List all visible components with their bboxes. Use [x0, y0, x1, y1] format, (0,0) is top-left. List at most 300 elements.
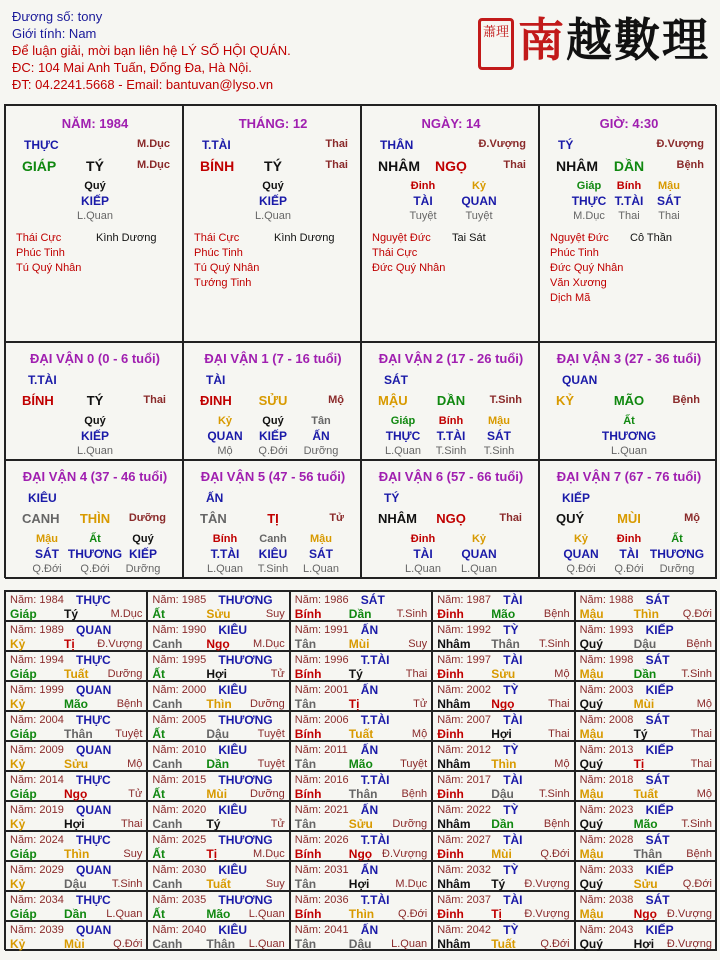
- luck-branch: DẦN: [436, 393, 466, 408]
- year-branch: Hợi: [491, 727, 512, 741]
- year-cell: [575, 651, 717, 681]
- year-branch: Dậu: [491, 787, 514, 801]
- year-stage: Mộ: [127, 758, 143, 770]
- year-stem: Giáp: [10, 607, 37, 621]
- star-name: Đức Quý Nhân: [372, 262, 446, 274]
- year-stage: T.Sinh: [681, 818, 712, 830]
- year-stage: Thai: [690, 728, 712, 740]
- year-ten-god: T.TÀI: [360, 833, 390, 847]
- hidden-ten-god: SÁT: [657, 194, 681, 208]
- luck-hidden-stem: Tân: [311, 415, 331, 427]
- year-label: Năm: 2011: [294, 744, 348, 756]
- pillar-cell: [5, 105, 183, 342]
- year-label: Năm: 1989: [10, 624, 64, 636]
- luck-title: ĐẠI VẬN 1 (7 - 16 tuổi): [204, 351, 342, 366]
- year-branch: Mão: [348, 757, 373, 771]
- year-branch: Tuất: [64, 667, 89, 681]
- star-name: Đức Quý Nhân: [550, 262, 624, 274]
- luck-ten-god: ẤN: [206, 491, 224, 505]
- year-ten-god: TÀI: [503, 773, 523, 787]
- year-cell: [432, 891, 574, 921]
- year-stage: Bệnh: [116, 698, 143, 710]
- star-name: Thái Cực: [372, 247, 418, 259]
- year-stem: Bính: [294, 667, 322, 681]
- year-cell: [147, 591, 289, 621]
- year-stem: Tân: [294, 637, 317, 651]
- star-name: Tướng Tinh: [194, 277, 252, 289]
- year-ten-god: ẤN: [360, 743, 379, 757]
- year-stem: Bính: [294, 607, 322, 621]
- luck-hidden-stem: Kỷ: [217, 415, 233, 427]
- year-label: Năm: 2030: [152, 864, 207, 876]
- star-name: Tú Quý Nhân: [194, 262, 260, 274]
- year-label: Năm: 2041: [294, 924, 349, 936]
- year-label: Năm: 1988: [579, 594, 634, 606]
- year-ten-god: THỰC: [76, 833, 111, 847]
- luck-hidden-stem: Bính: [438, 415, 464, 427]
- year-branch: Thân: [491, 637, 520, 651]
- year-stem: Ất: [152, 847, 166, 861]
- hidden-ten-god: KIẾP: [80, 194, 110, 208]
- luck-state: Mộ: [328, 394, 344, 406]
- year-stem: Nhâm: [437, 757, 471, 771]
- luck-cell: [539, 460, 717, 579]
- star-name: Thái Cực: [194, 232, 240, 244]
- year-ten-god: KIÊU: [218, 923, 248, 937]
- year-cell: [432, 741, 574, 771]
- star-name: Phúc Tinh: [194, 247, 243, 259]
- year-ten-god: QUAN: [76, 743, 112, 757]
- year-cell: [432, 921, 574, 951]
- year-cell: [5, 891, 147, 921]
- year-branch: Tuất: [206, 877, 231, 891]
- year-ten-god: SÁT: [645, 773, 670, 787]
- luck-cell: [361, 460, 539, 579]
- hidden-stem: Bính: [616, 180, 642, 192]
- year-stage: M.Dục: [395, 878, 428, 890]
- year-stem: Tân: [294, 697, 317, 711]
- star-name: Nguyệt Đức: [372, 232, 431, 244]
- hidden-stage: Tuyệt: [409, 210, 437, 222]
- luck-stem: QUÝ: [556, 511, 585, 526]
- star-name: Nguyệt Đức: [550, 232, 609, 244]
- year-label: Năm: 2007: [437, 714, 491, 726]
- year-stage: L.Quan: [391, 938, 428, 950]
- luck-state: T.Sinh: [489, 394, 522, 406]
- year-stage: Q.Đới: [113, 938, 143, 950]
- hidden-stage: L.Quan: [254, 210, 292, 222]
- star-name-right: Tai Sát: [452, 232, 486, 244]
- year-stage: Dưỡng: [250, 698, 285, 710]
- year-label: Năm: 2005: [152, 714, 207, 726]
- luck-hidden-stage: T.Sinh: [257, 563, 289, 575]
- year-branch: Thân: [206, 937, 236, 951]
- year-label: Năm: 2003: [579, 684, 634, 696]
- year-cell: [5, 681, 147, 711]
- luck-branch: SỬU: [258, 393, 288, 408]
- year-ten-god: THƯƠNG: [218, 893, 273, 907]
- year-ten-god: KIÊU: [218, 863, 248, 877]
- year-stem: Đinh: [437, 727, 464, 741]
- year-label: Năm: 2002: [437, 684, 491, 696]
- luck-branch: MÃO: [613, 393, 645, 408]
- year-cell: [147, 861, 289, 891]
- year-ten-god: SÁT: [645, 713, 670, 727]
- year-ten-god: TÀI: [503, 713, 523, 727]
- year-label: Năm: 2022: [437, 804, 491, 816]
- year-stem: Đinh: [437, 787, 464, 801]
- year-branch: Tý: [491, 877, 506, 891]
- year-ten-god: SÁT: [645, 893, 670, 907]
- year-stem: Bính: [294, 847, 322, 861]
- year-stage: Bệnh: [686, 638, 712, 650]
- luck-cell: [361, 342, 539, 460]
- luck-cell: [183, 342, 361, 460]
- year-label: Năm: 2015: [152, 774, 207, 786]
- year-cell: [575, 681, 717, 711]
- year-branch: Mùi: [633, 697, 655, 711]
- year-label: Năm: 1993: [579, 624, 634, 636]
- hidden-stem: Mậu: [658, 180, 680, 192]
- hidden-stem: Kỷ: [471, 180, 487, 192]
- luck-hidden-stem: Kỷ: [471, 533, 487, 545]
- year-branch: Thìn: [64, 847, 90, 861]
- luck-hidden-stage: L.Quan: [610, 445, 648, 457]
- luck-hidden-stage: Dưỡng: [659, 563, 695, 575]
- year-ten-god: QUAN: [76, 923, 112, 937]
- year-stage: Đ.Vượng: [666, 908, 712, 920]
- pillar-branch: DẦN: [613, 158, 645, 174]
- luck-hidden-ten-god: KIẾP: [258, 429, 288, 443]
- pillar-state: Bệnh: [676, 159, 704, 171]
- year-cell: [290, 891, 432, 921]
- year-cell: [147, 771, 289, 801]
- pillar-top-state: Đ.Vượng: [656, 138, 704, 150]
- hidden-ten-god: TÀI: [413, 194, 433, 208]
- year-stem: Quý: [579, 637, 603, 651]
- year-label: Năm: 2023: [579, 804, 634, 816]
- luck-branch: THÌN: [79, 511, 111, 526]
- year-branch: Thìn: [491, 757, 517, 771]
- luck-ten-god: KIẾP: [562, 491, 591, 505]
- luck-hidden-stage: L.Quan: [206, 563, 244, 575]
- luck-stem: ĐINH: [200, 393, 232, 408]
- luck-title: ĐẠI VẬN 4 (37 - 46 tuổi): [22, 469, 168, 484]
- year-stage: Q.Đới: [397, 908, 428, 920]
- pillar-top-state: Đ.Vượng: [478, 138, 526, 150]
- luck-hidden-stem: Ất: [89, 533, 101, 545]
- brand-logo: [478, 8, 710, 78]
- luck-hidden-stage: Q.Đới: [32, 563, 62, 575]
- year-cell: [147, 801, 289, 831]
- year-ten-god: THỰC: [76, 893, 111, 907]
- pillar-title: GIỜ: 4:30: [599, 116, 659, 131]
- year-stage: T.Sinh: [681, 668, 712, 680]
- owner-name: Đương số: tony: [12, 9, 103, 24]
- luck-cell: [5, 460, 183, 579]
- year-branch: Ngọ: [491, 697, 515, 711]
- contact-intro: Để luận giải, mời bạn liên hệ LÝ SỐ HỘI QUÁN.: [12, 43, 291, 58]
- year-stage: Suy: [408, 638, 428, 650]
- pillar-title: NGÀY: 14: [421, 116, 481, 131]
- brand-first-char: 南: [518, 13, 566, 67]
- year-stem: Tân: [294, 757, 317, 771]
- luck-cell: [539, 342, 717, 460]
- year-stem: Quý: [579, 877, 603, 891]
- year-branch: Tuất: [633, 787, 659, 801]
- year-label: Năm: 1990: [152, 624, 207, 636]
- year-ten-god: SÁT: [645, 653, 670, 667]
- year-stem: Canh: [152, 937, 183, 951]
- year-cell: [575, 921, 717, 951]
- year-stem: Kỷ: [10, 697, 26, 711]
- year-cell: [290, 771, 432, 801]
- luck-branch: MÙI: [617, 511, 641, 526]
- luck-stem: CANH: [22, 511, 60, 526]
- luck-hidden-ten-god: SÁT: [487, 429, 511, 443]
- year-stage: Dưỡng: [392, 818, 428, 830]
- luck-hidden-stage: L.Quan: [460, 563, 498, 575]
- year-ten-god: THỰC: [76, 593, 111, 607]
- year-branch: Tị: [64, 637, 75, 651]
- year-branch: Dần: [206, 757, 230, 771]
- year-branch: Thìn: [206, 697, 232, 711]
- year-stem: Canh: [152, 637, 183, 651]
- year-branch: Ngọ: [348, 847, 373, 861]
- year-stage: Thai: [548, 698, 570, 710]
- year-label: Năm: 2009: [10, 744, 64, 756]
- year-cell: [575, 801, 717, 831]
- year-stage: Bệnh: [543, 818, 570, 830]
- year-ten-god: THƯƠNG: [218, 773, 273, 787]
- luck-hidden-stem: Mậu: [310, 533, 332, 545]
- year-stem: Đinh: [437, 907, 464, 921]
- year-cell: [290, 861, 432, 891]
- year-stage: Q.Đới: [682, 878, 712, 890]
- year-label: Năm: 2037: [437, 894, 491, 906]
- year-ten-god: TÀI: [503, 893, 523, 907]
- year-branch: Thân: [633, 847, 663, 861]
- luck-state: Thai: [499, 512, 522, 524]
- luck-hidden-stage: Q.Đới: [258, 445, 288, 457]
- luck-hidden-ten-god: QUAN: [563, 547, 599, 561]
- year-branch: Sửu: [64, 757, 89, 771]
- luck-hidden-stage: Q.Đới: [80, 563, 110, 575]
- year-stem: Mậu: [579, 727, 604, 741]
- year-ten-god: KIẾP: [645, 863, 674, 877]
- year-stem: Tân: [294, 877, 317, 891]
- owner-info: [12, 8, 291, 93]
- year-stem: Ất: [152, 907, 166, 921]
- year-branch: Ngọ: [206, 637, 230, 651]
- luck-title: ĐẠI VẬN 3 (27 - 36 tuổi): [556, 351, 702, 366]
- year-branch: Hợi: [348, 877, 370, 891]
- year-stage: Mộ: [696, 788, 712, 800]
- year-ten-god: SÁT: [645, 593, 670, 607]
- year-label: Năm: 2004: [10, 714, 64, 726]
- year-stem: Đinh: [437, 847, 464, 861]
- year-stem: Kỷ: [10, 937, 26, 951]
- luck-title: ĐẠI VẬN 7 (67 - 76 tuổi): [556, 469, 702, 484]
- year-stem: Ất: [152, 787, 166, 801]
- year-branch: Dần: [491, 817, 514, 831]
- year-stem: Giáp: [10, 787, 37, 801]
- year-stem: Nhâm: [437, 697, 471, 711]
- pillar-branch: NGỌ: [435, 158, 467, 174]
- luck-branch: TÝ: [86, 393, 104, 408]
- year-stage: Thai: [548, 728, 570, 740]
- brand-calligraphy: [518, 8, 710, 72]
- year-stage: Tuyệt: [257, 758, 285, 770]
- year-stage: Q.Đới: [540, 938, 570, 950]
- luck-hidden-stage: L.Quan: [302, 563, 340, 575]
- luck-hidden-stage: L.Quan: [404, 563, 442, 575]
- year-label: Năm: 2025: [152, 834, 207, 846]
- year-stem: Kỷ: [10, 817, 26, 831]
- luck-hidden-ten-god: THỰC: [385, 429, 421, 443]
- luck-branch: NGỌ: [436, 511, 466, 526]
- year-label: Năm: 2000: [152, 684, 207, 696]
- year-stage: Bệnh: [686, 848, 712, 860]
- year-branch: Dần: [64, 907, 87, 921]
- year-stem: Canh: [152, 757, 183, 771]
- luck-stem: BÍNH: [22, 393, 54, 408]
- year-label: Năm: 2018: [579, 774, 634, 786]
- year-label: Năm: 2008: [579, 714, 634, 726]
- luck-hidden-stage: T.Sinh: [483, 445, 515, 457]
- year-ten-god: TỲ: [503, 743, 519, 757]
- year-branch: Dậu: [206, 727, 230, 741]
- year-stage: Đ.Vượng: [524, 878, 570, 890]
- year-stage: Tử: [413, 698, 428, 710]
- year-stem: Đinh: [437, 607, 464, 621]
- year-stage: Q.Đới: [682, 608, 712, 620]
- year-ten-god: T.TÀI: [360, 713, 390, 727]
- pillars-and-luck-grid: [4, 104, 716, 578]
- year-label: Năm: 2012: [437, 744, 491, 756]
- year-branch: Mão: [633, 817, 658, 831]
- star-name: Tú Quý Nhân: [16, 262, 82, 274]
- year-stage: L.Quan: [248, 938, 285, 950]
- year-label: Năm: 2010: [152, 744, 207, 756]
- year-label: Năm: 2029: [10, 864, 64, 876]
- year-branch: Dần: [348, 607, 372, 621]
- year-branch: Mão: [491, 607, 516, 621]
- pillar-branch: TÝ: [264, 158, 282, 174]
- year-label: Năm: 2036: [294, 894, 349, 906]
- year-ten-god: KIÊU: [218, 743, 248, 757]
- year-ten-god: TÀI: [503, 833, 523, 847]
- year-stage: Đ.Vượng: [524, 908, 570, 920]
- year-ten-god: THƯƠNG: [218, 833, 273, 847]
- pillar-stem: GIÁP: [22, 158, 57, 174]
- star-name-right: Kình Dương: [274, 232, 335, 244]
- star-name: Phúc Tinh: [550, 247, 599, 259]
- year-label: Năm: 2031: [294, 864, 349, 876]
- year-ten-god: KIẾP: [645, 623, 674, 637]
- luck-hidden-ten-god: T.TÀI: [210, 547, 240, 561]
- year-cell: [5, 741, 147, 771]
- year-label: Năm: 2017: [437, 774, 491, 786]
- year-stage: Tuyệt: [115, 728, 143, 740]
- year-label: Năm: 1985: [152, 594, 207, 606]
- hidden-stage: L.Quan: [76, 210, 114, 222]
- year-branch: Dậu: [64, 877, 87, 891]
- hidden-ten-god: QUAN: [461, 194, 497, 208]
- year-ten-god: QUAN: [76, 623, 112, 637]
- contact-address: ĐC: 104 Mai Anh Tuấn, Đống Đa, Hà Nội.: [12, 60, 252, 75]
- pillar-state: Thai: [503, 159, 526, 171]
- year-cell: [290, 831, 432, 861]
- luck-stem: MẬU: [378, 393, 408, 408]
- year-stage: Đ.Vượng: [666, 938, 712, 950]
- year-cell: [5, 651, 147, 681]
- year-stage: T.Sinh: [396, 608, 428, 620]
- luck-hidden-stage: Q.Đới: [614, 563, 644, 575]
- year-cell: [5, 861, 147, 891]
- year-label: Năm: 2040: [152, 924, 207, 936]
- luck-hidden-ten-god: KIÊU: [258, 547, 288, 561]
- year-stage: Suy: [265, 608, 285, 620]
- year-ten-god: TỲ: [503, 803, 519, 817]
- year-label: Năm: 2014: [10, 774, 64, 786]
- year-cell: [147, 741, 289, 771]
- year-cell: [290, 741, 432, 771]
- year-ten-god: THƯƠNG: [218, 593, 273, 607]
- year-cell: [432, 621, 574, 651]
- year-branch: Mùi: [491, 847, 512, 861]
- pillar-ten-god: T.TÀI: [202, 138, 231, 152]
- year-stage: Tử: [128, 788, 143, 800]
- year-label: Năm: 1984: [10, 594, 64, 606]
- year-ten-god: ẤN: [360, 923, 379, 937]
- luck-state: Dưỡng: [128, 512, 166, 524]
- year-cell: [290, 591, 432, 621]
- luck-ten-god: TÀI: [206, 373, 226, 387]
- year-ten-god: T.TÀI: [360, 773, 390, 787]
- year-branch: Mùi: [348, 637, 370, 651]
- year-stem: Kỷ: [10, 637, 26, 651]
- luck-hidden-ten-god: QUAN: [461, 547, 497, 561]
- star-name: Phúc Tinh: [16, 247, 65, 259]
- year-label: Năm: 2032: [437, 864, 491, 876]
- luck-hidden-ten-god: ẤN: [312, 429, 330, 443]
- year-cell: [147, 831, 289, 861]
- year-stage: Thai: [405, 668, 428, 680]
- hidden-ten-god: KIẾP: [258, 194, 288, 208]
- year-stem: Mậu: [579, 907, 604, 921]
- luck-state: Tử: [329, 512, 344, 524]
- pillar-top-state: Thai: [325, 138, 348, 150]
- luck-hidden-stem: Ất: [623, 415, 635, 427]
- year-branch: Tị: [491, 907, 502, 921]
- year-cell: [432, 711, 574, 741]
- year-cell: [575, 591, 717, 621]
- year-stem: Ất: [152, 727, 166, 741]
- year-stage: Bệnh: [543, 608, 570, 620]
- year-ten-god: KIÊU: [218, 803, 248, 817]
- year-cell: [147, 681, 289, 711]
- year-stem: Nhâm: [437, 817, 471, 831]
- luck-cell: [183, 460, 361, 579]
- pillar-cell: [539, 105, 717, 342]
- year-cell: [432, 801, 574, 831]
- year-ten-god: T.TÀI: [360, 653, 390, 667]
- luck-hidden-ten-god: THƯƠNG: [649, 547, 705, 561]
- year-stage: Q.Đới: [540, 848, 570, 860]
- year-ten-god: THỰC: [76, 713, 111, 727]
- year-branch: Tý: [64, 607, 79, 621]
